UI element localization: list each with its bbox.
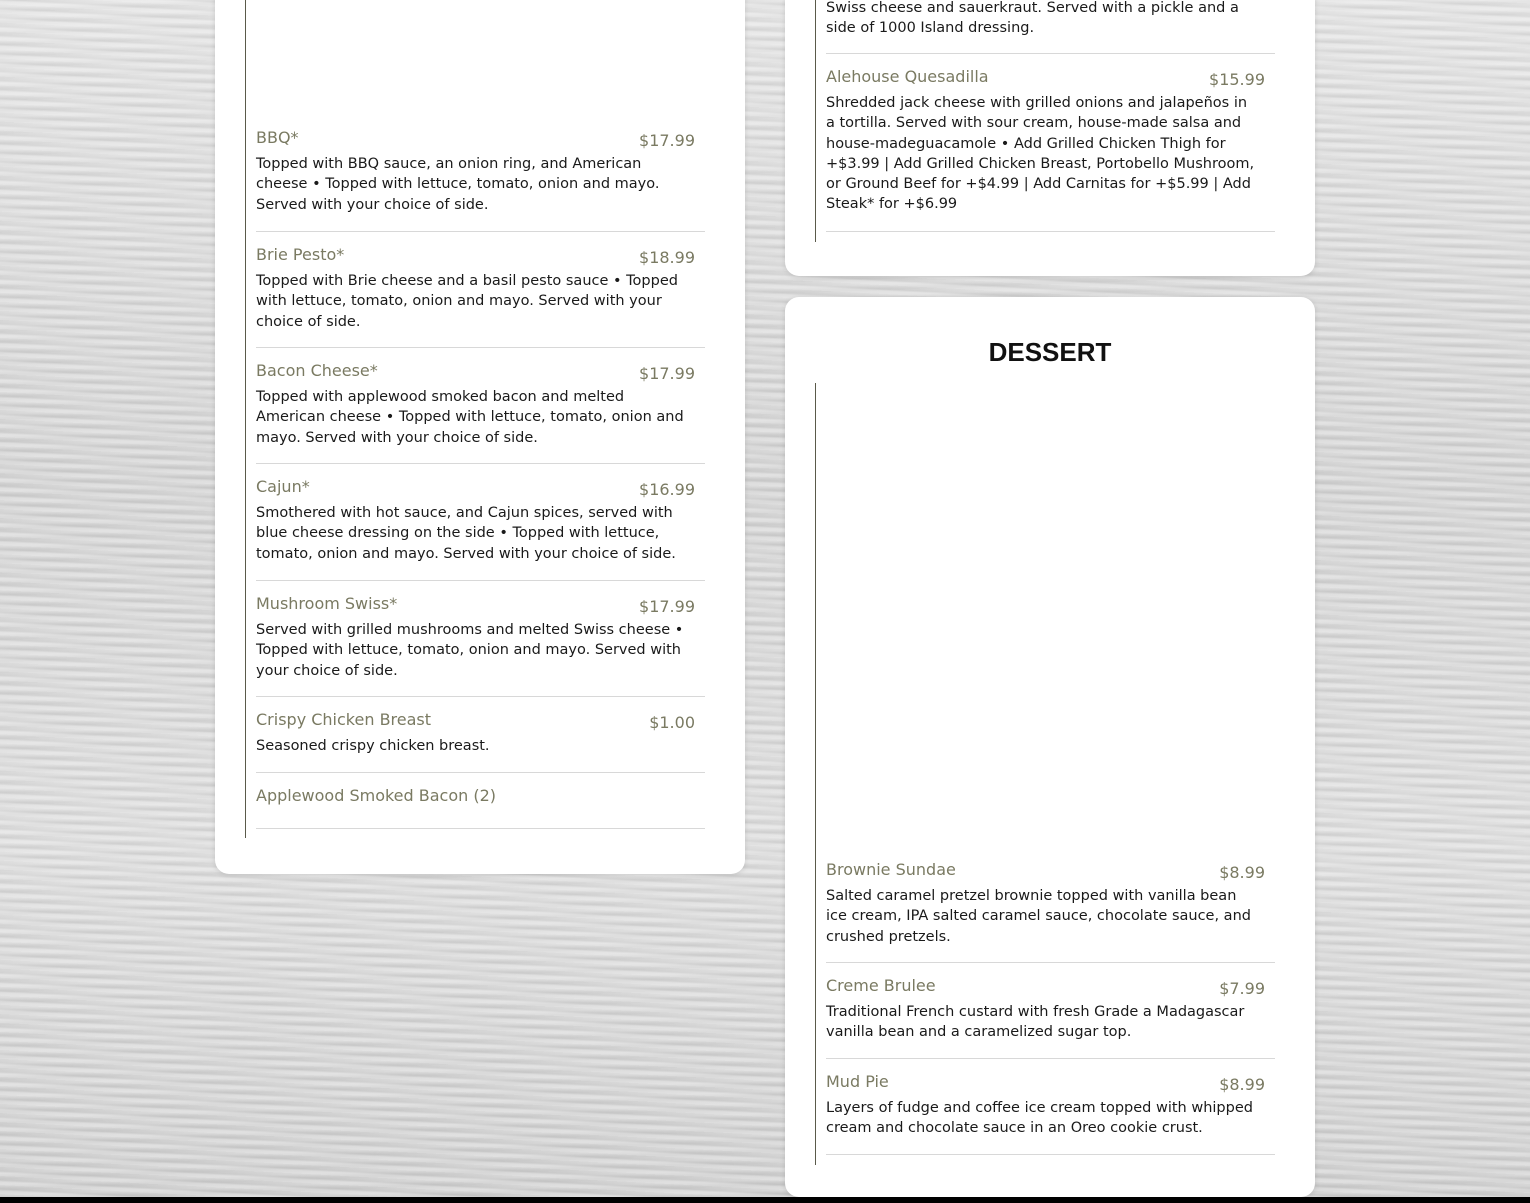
item-price: $17.99 [639, 597, 695, 616]
item-price: $1.00 [649, 713, 695, 732]
item-price: $18.99 [639, 248, 695, 267]
menu-item[interactable] [256, 710, 705, 773]
menu-item[interactable] [826, 1072, 1275, 1155]
item-description: Topped with applewood smoked bacon and melted American cheese • Topped with lettuce, tomato, onion and mayo. Served with your choice of side. [256, 389, 684, 446]
menu-item[interactable] [256, 128, 705, 232]
item-description: Swiss cheese and sauerkraut. Served with a pickle and a side of 1000 Island dressing. [826, 0, 1239, 37]
item-name: Brie Pesto* [256, 245, 345, 264]
menu-item[interactable] [256, 361, 705, 464]
item-name: Bacon Cheese* [256, 361, 378, 380]
item-price: $8.99 [1219, 1075, 1265, 1094]
item-description: Served with grilled mushrooms and melted Swiss cheese • Topped with lettuce, tomato, onion and mayo. Served with your choice of side. [256, 622, 684, 679]
menu-card-right-top [785, 0, 1315, 276]
menu-item[interactable] [256, 594, 705, 697]
item-price: $8.99 [1219, 863, 1265, 882]
bottom-bar [0, 1197, 1530, 1203]
item-description: Topped with Brie cheese and a basil pesto sauce • Topped with lettuce, tomato, onion and mayo. Served with your choice of side. [256, 273, 678, 330]
item-description: Shredded jack cheese with grilled onions and jalapeños in a tortilla. Served with sour cream, house-made salsa and house-madeguacamole • Add Grilled Chicken Thigh for +$3.99 | Add Grilled Chicken Breast, Portobello Mushroom, or Ground Beef for +$4.99 | Add Carnitas for +$5.99 | Add Steak* for +$6.99 [826, 95, 1255, 213]
section-title: DESSERT [988, 337, 1112, 367]
menu-card-left [215, 0, 745, 874]
item-price: $16.99 [639, 480, 695, 499]
item-name: Creme Brulee [826, 976, 936, 995]
card-divider-line [245, 0, 246, 838]
menu-card-dessert [785, 297, 1315, 1197]
item-name: Brownie Sundae [826, 860, 956, 879]
menu-item[interactable] [826, 976, 1275, 1059]
menu-item[interactable] [256, 786, 705, 829]
item-name: Mud Pie [826, 1072, 889, 1091]
item-price: $17.99 [639, 131, 695, 150]
item-description: Layers of fudge and coffee ice cream topped with whipped cream and chocolate sauce in an Oreo cookie crust. [826, 1100, 1253, 1137]
item-price: $7.99 [1219, 979, 1265, 998]
item-name: Applewood Smoked Bacon (2) [256, 786, 497, 805]
menu-item[interactable] [826, 860, 1275, 963]
item-description: Smothered with hot sauce, and Cajun spices, served with blue cheese dressing on the side • Topped with lettuce, tomato, onion and mayo. Served with your choice of side. [256, 505, 676, 562]
item-description: Salted caramel pretzel brownie topped with vanilla bean ice cream, IPA salted caramel sauce, chocolate sauce, and crushed pretzels. [826, 888, 1251, 945]
item-price: $15.99 [1209, 70, 1265, 89]
menu-item[interactable] [256, 477, 705, 581]
card-divider-line [815, 383, 816, 1165]
menu-item[interactable] [256, 245, 705, 348]
item-description: Seasoned crispy chicken breast. [256, 738, 490, 754]
item-description: Topped with BBQ sauce, an onion ring, and American cheese • Topped with lettuce, tomato, onion and mayo. Served with your choice of side. [256, 156, 660, 213]
menu-item [826, 0, 1275, 54]
item-name: Crispy Chicken Breast [256, 710, 432, 729]
item-name: BBQ* [256, 128, 299, 147]
item-price: $17.99 [639, 364, 695, 383]
item-name: Alehouse Quesadilla [826, 67, 989, 86]
item-name: Cajun* [256, 477, 310, 496]
card-divider-line [815, 0, 816, 242]
item-description: Traditional French custard with fresh Grade a Madagascar vanilla bean and a caramelized sugar top. [826, 1004, 1245, 1041]
item-name: Mushroom Swiss* [256, 594, 398, 613]
menu-item[interactable] [826, 67, 1275, 232]
